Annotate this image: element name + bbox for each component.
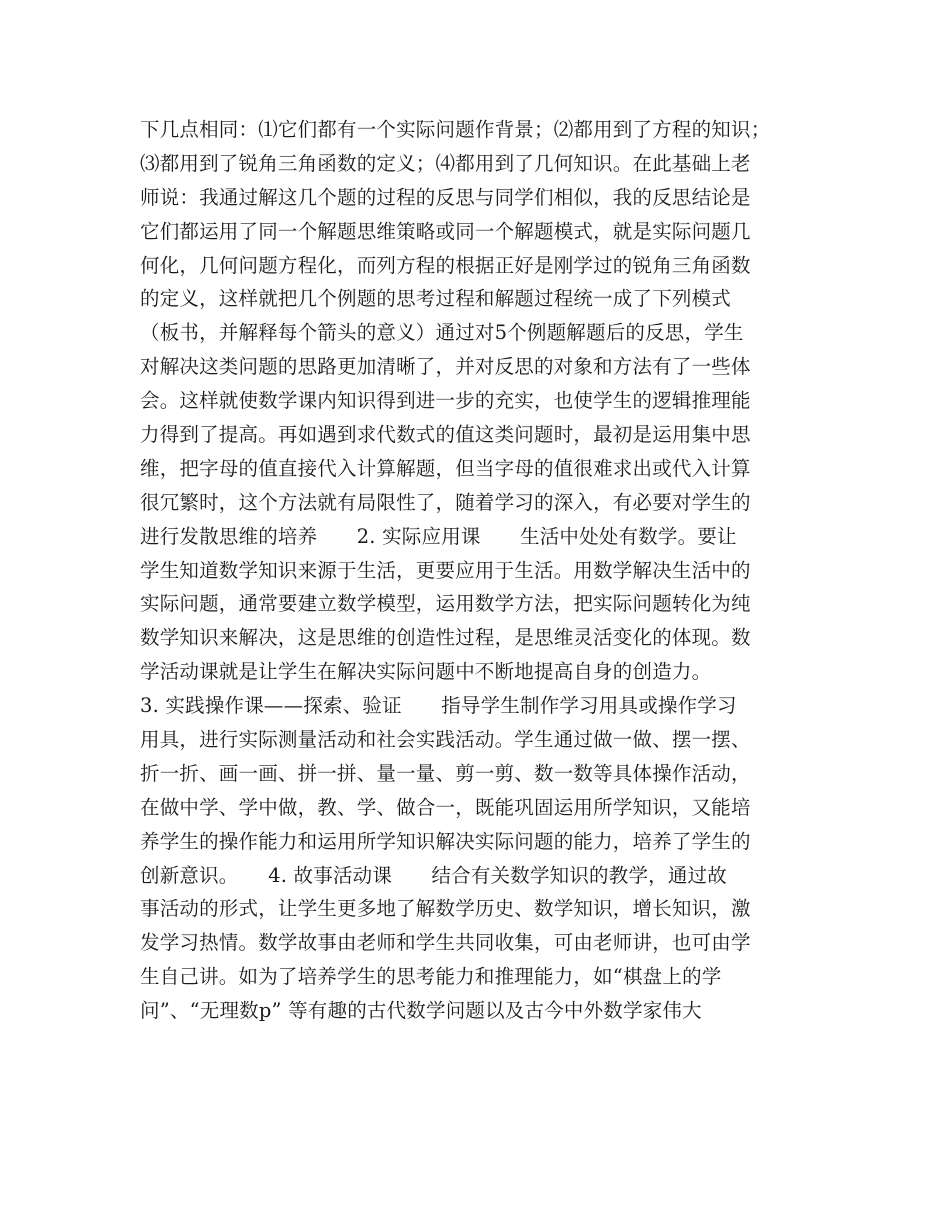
text-line-24: 事活动的形式，让学生更多地了解数学历史、数学知识，增长知识，激 [140, 897, 751, 921]
text-line-15: 实际问题，通常要建立数学模型，运用数学方法，把实际问题转化为纯 [140, 592, 751, 616]
text-line-4: 它们都运用了同一个解题思维策略或同一个解题模式，就是实际问题几 [140, 219, 751, 243]
text-line-7: （板书，并解释每个箭头的意义）通过对5个例题解题后的反思，学生 [140, 321, 744, 345]
text-line-1: 下几点相同：⑴它们都有一个实际问题作背景；⑵都用到了方程的知识； [140, 118, 771, 141]
text-line-22: 养学生的操作能力和运用所学知识解决实际问题的能力，培养了学生的 [140, 829, 751, 853]
text-line-23: 创新意识。 4. 故事活动课 结合有关数学知识的教学，通过故 [140, 863, 727, 887]
text-line-10: 力得到了提高。再如遇到求代数式的值这类问题时，最初是运用集中思 [140, 423, 751, 447]
text-line-18: 3. 实践操作课——探索、验证 指导学生制作学习用具或操作学习 [140, 694, 737, 718]
text-line-19: 用具，进行实际测量活动和社会实践活动。学生通过做一做、摆一摆、 [140, 728, 751, 752]
text-line-12: 很冗繁时，这个方法就有局限性了，随着学习的深入，有必要对学生的 [140, 490, 751, 514]
text-line-27: 问”、“无理数p” 等有趣的古代数学问题以及古今中外数学家伟大 [140, 999, 702, 1023]
text-line-14: 学生知道数学知识来源于生活，更要应用于生活。用数学解决生活中的 [140, 558, 751, 582]
text-line-20: 折一折、画一画、拼一拼、量一量、剪一剪、数一数等具体操作活动， [140, 761, 751, 785]
text-line-3: 师说：我通过解这几个题的过程的反思与同学们相似，我的反思结论是 [140, 185, 751, 209]
text-line-6: 的定义，这样就把几个例题的思考过程和解题过程统一成了下列模式 [140, 287, 732, 311]
text-line-13: 进行发散思维的培养 2. 实际应用课 生活中处处有数学。要让 [140, 524, 737, 548]
text-line-11: 维，把字母的值直接代入计算解题，但当字母的值很难求出或代入计算 [140, 456, 751, 480]
text-line-25: 发学习热情。数学故事由老师和学生共同收集，可由老师讲，也可由学 [140, 931, 751, 955]
text-line-8: 对解决这类问题的思路更加清晰了，并对反思的对象和方法有了一些体 [140, 355, 751, 379]
text-line-9: 会。这样就使数学课内知识得到进一步的充实，也使学生的逻辑推理能 [140, 389, 751, 413]
text-line-17: 学活动课就是让学生在解决实际问题中不断地提高自身的创造力。 [140, 660, 712, 684]
text-line-16: 数学知识来解决，这是思维的创造性过程，是思维灵活变化的体现。数 [140, 626, 751, 650]
body-text [140, 113, 830, 1028]
text-line-21: 在做中学、学中做，教、学、做合一，既能巩固运用所学知识，又能培 [140, 795, 751, 819]
text-line-5: 何化，几何问题方程化，而列方程的根据正好是刚学过的锐角三角函数 [140, 253, 751, 277]
text-line-26: 生自己讲。如为了培养学生的思考能力和推理能力，如“棋盘上的学 [140, 965, 722, 989]
text-line-2: ⑶都用到了锐角三角函数的定义；⑷都用到了几何知识。在此基础上老 [140, 151, 751, 175]
